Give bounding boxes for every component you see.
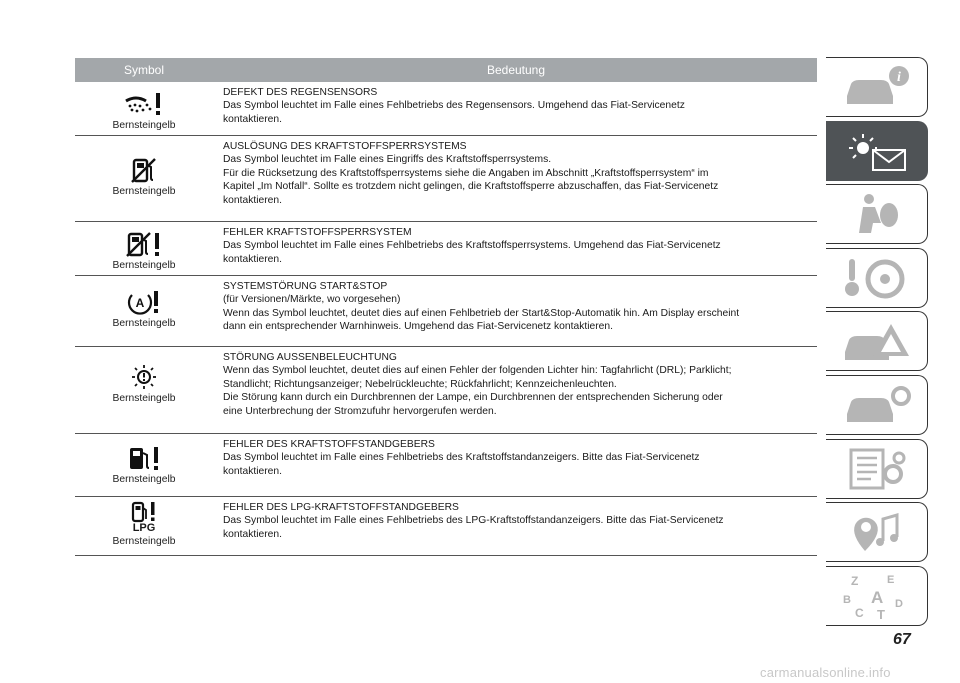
color-label: Bernsteingelb <box>112 536 176 547</box>
exterior-light-fault-icon <box>129 363 159 391</box>
tab-index[interactable] <box>826 566 928 626</box>
safety-tab-icon <box>837 189 917 239</box>
row-title: FEHLER DES LPG-KRAFTSTOFFSTANDGEBERS <box>223 502 459 513</box>
tab-multimedia[interactable] <box>826 502 928 562</box>
svg-text:i: i <box>896 70 901 85</box>
table-row: Bernsteingelb STÖRUNG AUSSENBELEUCHTUNG Wenn das Symbol leuchtet, deutet dies auf einen Fehler der folgenden Lichter hin: Tagfahrlicht (DRL); Parklicht; Standlicht; Richtungsanzeiger; Nebelrückleuchte; Rückfahrlicht; Kennzeichenleuchten. Die Störung kann durch ein Durchbrennen der Lampe, ein Durchbrennen der entsprechenden Sicherung oder eine Unterbrechung der Stromzufuhr hervorgerufen werden. <box>75 347 817 434</box>
table-row: Bernsteingelb FEHLER DES KRAFTSTOFFSTANDGEBERS Das Symbol leuchtet im Falle eines Fehlbetriebs des Kraftstoffstandanzeigers. Bitte das Fiat-Servicenetz kontaktieren. <box>75 434 817 497</box>
row-title: FEHLER KRAFTSTOFFSPERRSYSTEM <box>223 227 412 238</box>
svg-text:A: A <box>135 296 145 310</box>
index-letter: A <box>870 587 883 607</box>
warning-lights-table <box>75 58 817 556</box>
row-title: SYSTEMSTÖRUNG START&STOP <box>223 281 388 292</box>
warning-lights-tab-icon <box>837 126 917 176</box>
lpg-icon-text: LPG <box>132 522 156 534</box>
emergency-tab-icon <box>837 316 917 366</box>
page-number: 67 <box>893 631 911 648</box>
row-title: DEFEKT DES REGENSENSORS <box>223 87 378 98</box>
rain-sensor-warning-icon <box>122 90 166 118</box>
index-letter: C <box>854 605 864 620</box>
color-label: Bernsteingelb <box>112 474 176 485</box>
table-row: A Bernsteingelb SYSTEMSTÖRUNG START&STOP (für Versionen/Märkte, wo vorgesehen) Wenn das Symbol leuchtet, deutet dies auf einen Fehlbetrieb der Start&Stop-Automatik hin. Am Display erscheint dann ein entsprechender Warnhinweis. Umgehend das Fiat-Servicenetz kontaktieren. <box>75 276 817 347</box>
lpg-fuel-sender-fault-icon <box>128 501 160 523</box>
tab-warning-lights[interactable] <box>826 121 928 181</box>
index-tab-icon <box>837 571 917 621</box>
index-letter: Z <box>850 573 858 588</box>
car-info-tab-icon <box>837 62 917 112</box>
multimedia-tab-icon <box>837 507 917 557</box>
starting-driving-tab-icon <box>837 253 917 303</box>
watermark-footer: carmanualsonline.info <box>760 665 891 680</box>
color-label: Bernsteingelb <box>112 120 176 131</box>
tab-emergency[interactable] <box>826 311 928 371</box>
tab-starting-driving[interactable] <box>826 248 928 308</box>
table-header <box>75 58 817 82</box>
table-row: Bernsteingelb AUSLÖSUNG DES KRAFTSTOFFSPERRSYSTEMS Das Symbol leuchtet im Falle eines Eingriffs des Kraftstoffsperrsystems. Für die Rücksetzung des Kraftstoffsperrsystems siehe die Angaben im Abschnitt „Kraftstoffsperrsystem“ im Kapitel „Im Notfall“. Sollte es trotzdem nicht gelingen, die Kraftstoffsperre abzuschaffen, das Fiat-Servicenetz kontaktieren. <box>75 136 817 222</box>
index-letter: E <box>886 573 894 586</box>
index-letter: D <box>894 597 903 610</box>
tab-car-info[interactable] <box>826 57 928 117</box>
color-label: Bernsteingelb <box>112 260 176 271</box>
color-label: Bernsteingelb <box>112 186 176 197</box>
header-meaning: Bedeutung <box>486 63 546 77</box>
row-title: STÖRUNG AUSSENBELEUCHTUNG <box>223 352 397 363</box>
fuel-cutoff-fault-icon <box>124 230 164 258</box>
maintenance-tab-icon <box>837 380 917 430</box>
tab-technical-data[interactable] <box>826 439 928 499</box>
color-label: Bernsteingelb <box>112 393 176 404</box>
tab-safety[interactable] <box>826 184 928 244</box>
table-row: LPG Bernsteingelb FEHLER DES LPG-KRAFTSTOFFSTANDGEBERS Das Symbol leuchtet im Falle eines Fehlbetriebs des LPG-Kraftstoffstandanzeigers. Bitte das Fiat-Servicenetz kontaktieren. <box>75 497 817 556</box>
chapter-tabs <box>826 57 930 629</box>
row-title: FEHLER DES KRAFTSTOFFSTANDGEBERS <box>223 439 435 450</box>
start-stop-fault-icon <box>126 288 162 316</box>
fuel-cutoff-icon <box>129 156 159 184</box>
table-row: Bernsteingelb FEHLER KRAFTSTOFFSPERRSYSTEM Das Symbol leuchtet im Falle eines Fehlbetriebs des Kraftstoffsperrsystems. Umgehend das Fiat-Servicenetz kontaktieren. <box>75 222 817 276</box>
index-letter: B <box>842 593 851 606</box>
header-symbol: Symbol <box>123 63 164 77</box>
index-letter: T <box>876 606 885 621</box>
color-label: Bernsteingelb <box>112 318 176 329</box>
row-title: AUSLÖSUNG DES KRAFTSTOFFSPERRSYSTEMS <box>223 141 467 152</box>
tab-maintenance[interactable] <box>826 375 928 435</box>
fuel-sender-fault-icon <box>125 444 163 472</box>
technical-data-tab-icon <box>837 444 917 494</box>
table-row: Bernsteingelb DEFEKT DES REGENSENSORS Das Symbol leuchtet im Falle eines Fehlbetriebs des Regensensors. Umgehend das Fiat-Servicenetz kontaktieren. <box>75 82 817 136</box>
